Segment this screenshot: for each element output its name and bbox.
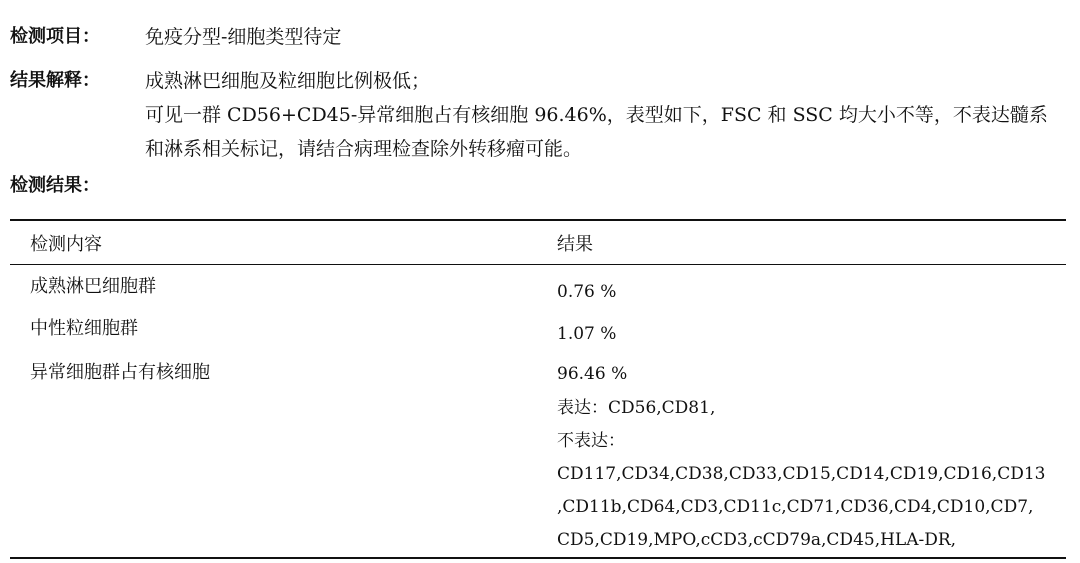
row-item: 成熟淋巴细胞群: [30, 276, 156, 297]
detail-line: 不表达：: [557, 431, 625, 451]
table-header-item: 检测内容: [30, 234, 102, 255]
interpretation-line: 可见一群 CD56+CD45-异常细胞占有核细胞 96.46%，表型如下，FSC 和 SSC 均大小不等，不表达髓系: [145, 104, 1048, 126]
test-item-label: 检测项目：: [10, 26, 100, 47]
row-result: 0.76 %: [557, 282, 617, 302]
interpretation-label: 结果解释：: [10, 70, 100, 91]
detail-line: ,CD11b,CD64,CD3,CD11c,CD71,CD36,CD4,CD10,CD7,: [557, 497, 1034, 517]
table-header-result: 结果: [557, 234, 593, 255]
results-section-title: 检测结果：: [10, 175, 100, 196]
detail-line: CD5,CD19,MPO,cCD3,cCD79a,CD45,HLA-DR,: [557, 530, 957, 550]
interpretation-line: 成熟淋巴细胞及粒细胞比例极低；: [145, 70, 431, 92]
table-header-rule: [10, 264, 1066, 265]
interpretation-line: 和淋系相关标记，请结合病理检查除外转移瘤可能。: [145, 138, 583, 160]
row-item: 中性粒细胞群: [30, 318, 138, 339]
row-result: 96.46 %: [557, 364, 628, 384]
row-item: 异常细胞群占有核细胞: [30, 362, 210, 383]
detail-line: 表达：CD56,CD81,: [557, 398, 716, 418]
table-bottom-rule: [10, 557, 1066, 559]
detail-line: CD117,CD34,CD38,CD33,CD15,CD14,CD19,CD16,CD13: [557, 464, 1046, 484]
table-top-rule: [10, 219, 1066, 221]
test-item-value: 免疫分型-细胞类型待定: [145, 26, 342, 48]
row-result: 1.07 %: [557, 324, 617, 344]
